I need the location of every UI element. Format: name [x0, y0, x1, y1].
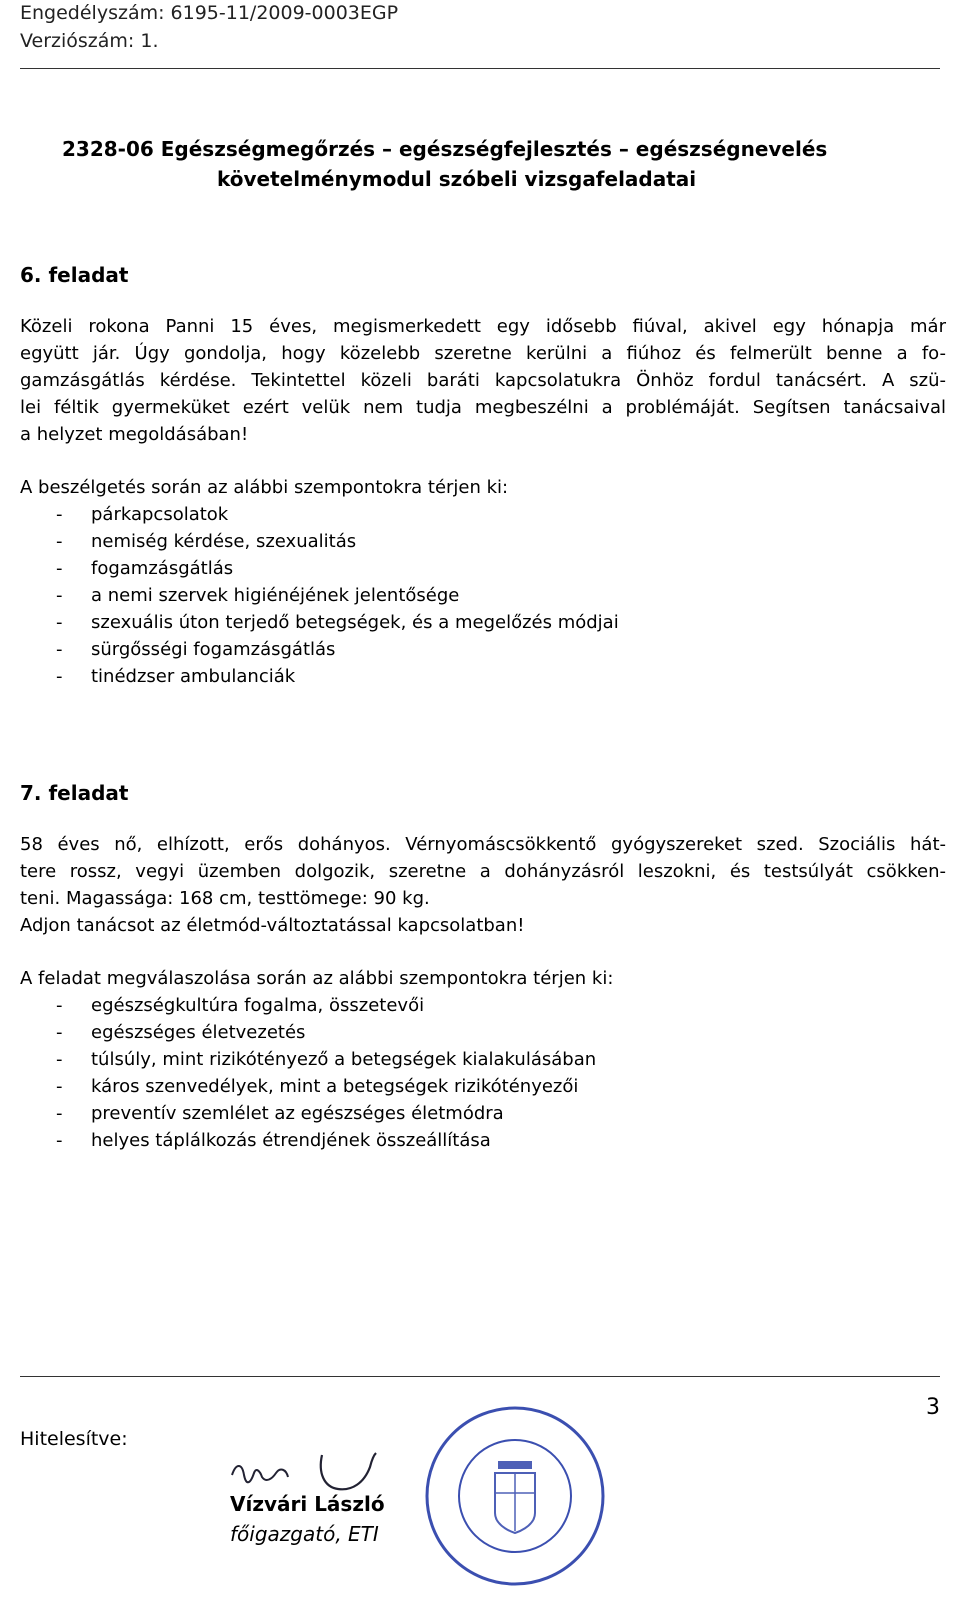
task-7-intro: A feladat megválaszolása során az alábbi szempontokra térjen ki: — [20, 968, 614, 989]
list-marker: - — [56, 1076, 63, 1097]
task-6-list — [20, 501, 619, 690]
list-item-text: párkapcsolatok — [91, 504, 229, 525]
task-6-desc-line: Közeli rokona Panni 15 éves, megismerkedett egy idősebb fiúval, akivel egy hónapja már — [20, 316, 946, 337]
list-item — [20, 1046, 596, 1073]
list-item — [20, 636, 619, 663]
task-7-desc-line: Adjon tanácsot az életmód-változtatással kapcsolatban! — [20, 915, 525, 936]
list-item-text: fogamzásgátlás — [91, 558, 234, 579]
task-6-desc-line: a helyzet megoldásában! — [20, 424, 249, 445]
list-item — [20, 1019, 596, 1046]
task-7-desc-line: teni. Magassága: 168 cm, testtömege: 90 kg. — [20, 888, 430, 909]
task-6-title: 6. feladat — [20, 263, 129, 287]
task-7-desc-line: 58 éves nő, elhízott, erős dohányos. Vérnyomáscsökkentő gyógyszereket szed. Szociális hát- — [20, 834, 946, 855]
list-marker: - — [56, 585, 63, 606]
list-item-text: helyes táplálkozás étrendjének összeállítása — [91, 1130, 491, 1151]
list-item — [20, 1100, 596, 1127]
task-7-desc-line: tere rossz, vegyi üzemben dolgozik, szeretne a dohányzásról leszokni, és testsúlyát csökken- — [20, 861, 946, 882]
list-item — [20, 663, 619, 690]
list-item-text: egészséges életvezetés — [91, 1022, 306, 1043]
list-item — [20, 1073, 596, 1100]
license-number: Engedélyszám: 6195-11/2009-0003EGP — [20, 2, 399, 24]
list-marker: - — [56, 531, 63, 552]
list-marker: - — [56, 1049, 63, 1070]
footer-divider — [20, 1376, 940, 1377]
header-divider — [20, 68, 940, 69]
signer-name: Vízvári László — [230, 1492, 385, 1516]
list-item-text: a nemi szervek higiénéjének jelentősége — [91, 585, 460, 606]
list-marker: - — [56, 1103, 63, 1124]
task-6-desc-line: gamzásgátlás kérdése. Tekintettel közeli baráti kapcsolatukra Önhöz fordul tanácsért. A szü- — [20, 370, 946, 391]
task-7-title: 7. feladat — [20, 781, 129, 805]
list-marker: - — [56, 504, 63, 525]
list-marker: - — [56, 995, 63, 1016]
list-item-text: egészségkultúra fogalma, összetevői — [91, 995, 425, 1016]
list-item-text: tinédzser ambulanciák — [91, 666, 296, 687]
task-6-intro: A beszélgetés során az alábbi szempontokra térjen ki: — [20, 477, 509, 498]
list-item-text: preventív szemlélet az egészséges életmódra — [91, 1103, 504, 1124]
authentication-label: Hitelesítve: — [20, 1428, 128, 1450]
signer-role: főigazgató, ETI — [230, 1522, 379, 1546]
list-item — [20, 528, 619, 555]
list-item-text: káros szenvedélyek, mint a betegségek rizikótényezői — [91, 1076, 579, 1097]
task-7-description — [20, 831, 946, 939]
task-6-desc-line: lei féltik gyermeküket ezért velük nem tudja megbeszélni a problémáját. Segítsen tanácsaival — [20, 397, 946, 418]
list-item — [20, 992, 596, 1019]
page-number: 3 — [926, 1395, 940, 1420]
version-number: Verziószám: 1. — [20, 30, 159, 52]
list-marker: - — [56, 612, 63, 633]
task-6-description — [20, 313, 946, 448]
list-item-text: túlsúly, mint rizikótényező a betegségek kialakulásában — [91, 1049, 597, 1070]
list-item — [20, 582, 619, 609]
list-item-text: szexuális úton terjedő betegségek, és a megelőzés módjai — [91, 612, 619, 633]
task-7-list — [20, 992, 596, 1154]
document-title — [62, 134, 942, 194]
list-marker: - — [56, 1130, 63, 1151]
list-marker: - — [56, 558, 63, 579]
list-item — [20, 1127, 596, 1154]
list-marker: - — [56, 639, 63, 660]
list-marker: - — [56, 666, 63, 687]
task-6-desc-line: együtt jár. Úgy gondolja, hogy közelebb szeretne kerülni a fiúhoz és felmerült benne a fo- — [20, 343, 946, 364]
list-item-text: sürgősségi fogamzásgátlás — [91, 639, 336, 660]
list-item-text: nemiség kérdése, szexualitás — [91, 531, 357, 552]
list-item — [20, 501, 619, 528]
official-stamp-icon — [422, 1403, 608, 1589]
document-title-line-2: követelménymodul szóbeli vizsgafeladatai — [217, 167, 697, 191]
list-marker: - — [56, 1022, 63, 1043]
document-title-line-1: 2328-06 Egészségmegőrzés – egészségfejlesztés – egészségnevelés — [62, 137, 828, 161]
list-item — [20, 555, 619, 582]
list-item — [20, 609, 619, 636]
